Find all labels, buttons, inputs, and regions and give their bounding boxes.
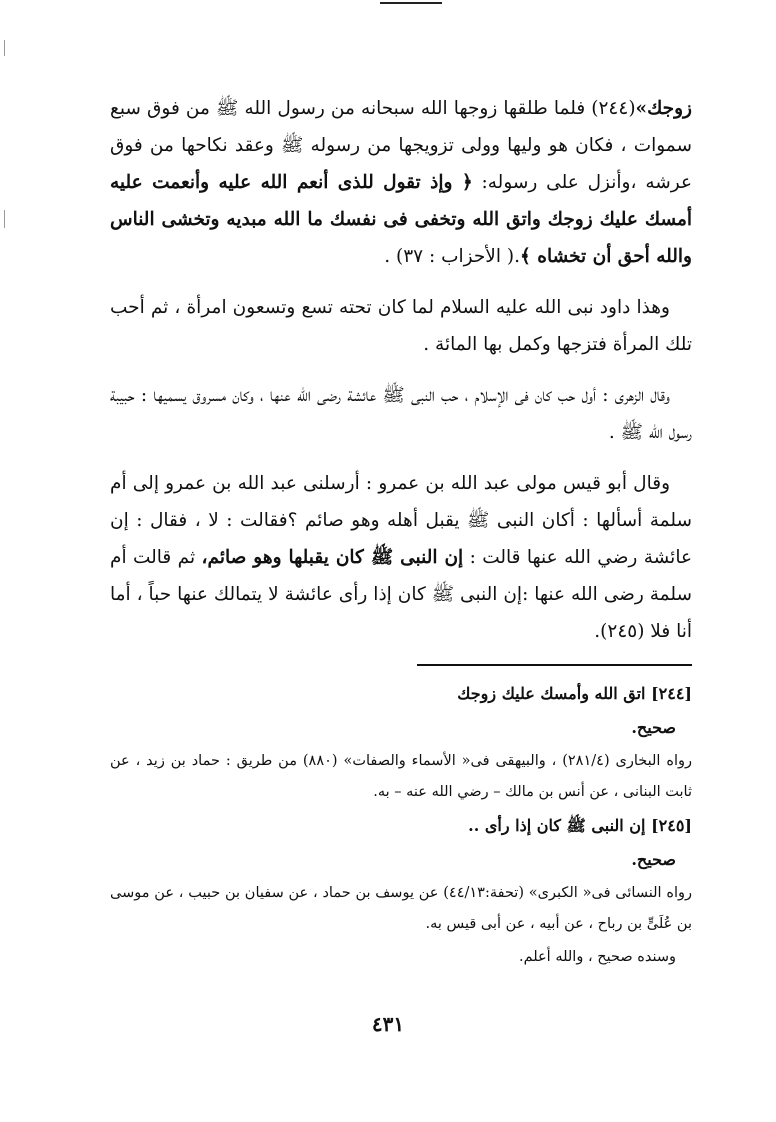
- footnote-heading: [٢٤٥] إن النبى ﷺ كان إذا رأى ..: [468, 816, 692, 835]
- paragraph: [110, 289, 692, 363]
- bold-text: زوجك»: [635, 98, 692, 119]
- footnote-detail: رواه النسائى فى« الكبرى» (تحفة:٤٤/١٣) عن يوسف بن حماد ، عن سفيان بن حبيب ، عن موسى بن عُلَىٍّ بن رباح ، عن أبيه ، عن أبى قيس به.: [110, 885, 692, 932]
- text-run: وقال أبو قيس مولى عبد الله بن عمرو : أرسلنى عبد الله بن عمرو إلى أم سلمة أسألها : أكان النبى ﷺ يقبل أهله وهو صائم ؟فقالت : لا ، فقال : إن عائشة رضي الله عنها قالت :: [110, 473, 692, 568]
- scan-edge-mark: [4, 210, 5, 228]
- main-text: [110, 90, 692, 650]
- text-run: وهذا داود نبى الله عليه السلام لما كان تحته تسع وتسعون امرأة ، ثم أحب تلك المرأة فتزجها وكمل بها المائة .: [110, 297, 692, 355]
- page-body: [110, 90, 692, 975]
- footnote-detail: رواه البخارى (٢٨١/٤) ، والبيهقى فى« الأسماء والصفات» (٨٨٠) من طريق : حماد بن زيد ، عن ثابت البنانى ، عن أنس بن مالك – رضي الله عنه – به.: [110, 753, 692, 800]
- paragraph: [110, 90, 692, 275]
- footnotes: [110, 680, 692, 973]
- paragraph: [110, 377, 692, 451]
- page-number: ٤٣١: [371, 1012, 405, 1036]
- text-run: .( الأحزاب : ٣٧) .: [384, 246, 520, 267]
- header-rule: [380, 2, 442, 4]
- footnote-grade: صحيح.: [631, 718, 676, 737]
- footnote-grade: صحيح.: [631, 850, 676, 869]
- bold-text: ﴿ وإذ تقول للذى أنعم الله عليه وأنعمت عليه أمسك عليك زوجك واتق الله وتخفى فى نفسك ما الله مبديه وتخشى الناس والله أحق أن تخشاه ﴾: [110, 172, 692, 267]
- bold-text: إن النبى ﷺ كان يقبلها وهو صائم،: [201, 547, 464, 568]
- text-run: (٢٤٤) فلما طلقها زوجها الله سبحانه من رسول الله ﷺ من فوق سبع سموات ، فكان هو وليها وولى تزويجها من رسوله ﷺ وعقد نكاحها من فوق عرشه ،وأنزل على رسوله:: [110, 98, 692, 193]
- footnote-heading: [٢٤٤] اتق الله وأمسك عليك زوجك: [457, 684, 692, 703]
- text-run: ثم قالت أم سلمة رضى الله عنها :إن النبى ﷺ كان إذا رأى عائشة لا يتمالك عنها حباً ، أما أنا فلا (٢٤٥).: [110, 547, 692, 642]
- scan-edge-mark: [4, 40, 5, 56]
- footnote-detail: وسنده صحيح ، والله أعلم.: [518, 949, 676, 965]
- paragraph: [110, 465, 692, 650]
- footnote-separator: [417, 664, 692, 666]
- text-run: وقال الزهرى : أول حب كان فى الإسلام ، حب النبى ﷺ عائشة رضى الله عنها ، وكان مسروق يسميها : حبيبة رسول الله ﷺ .: [110, 385, 692, 443]
